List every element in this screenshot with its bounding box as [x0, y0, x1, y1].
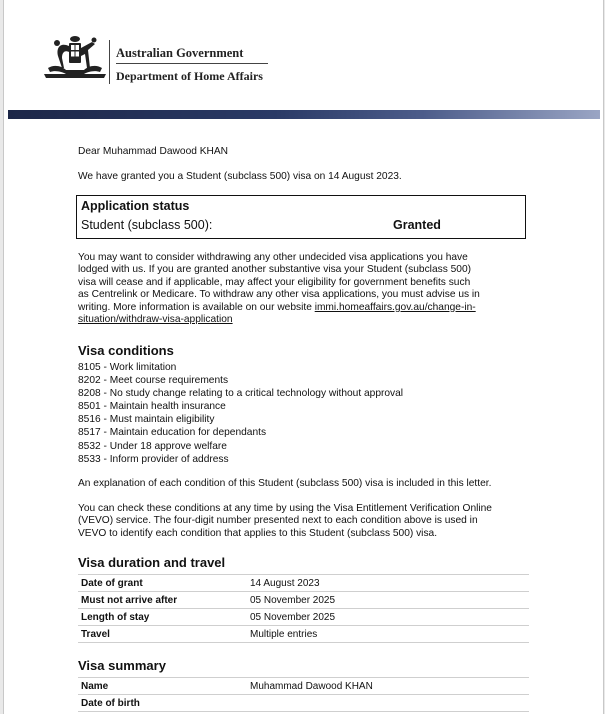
- condition-item: 8208 - No study change relating to a critical technology without approval: [78, 388, 404, 400]
- condition-item: 8533 - Inform provider of address: [78, 453, 229, 465]
- paragraph-line: as Centrelink or Medicare. To withdraw any other visa applications, you must advise us in: [78, 289, 480, 301]
- row-value: Multiple entries: [247, 626, 529, 643]
- status-value: Granted: [393, 218, 441, 232]
- visa-conditions-heading: Visa conditions: [78, 343, 174, 358]
- explanation-text: An explanation of each condition of this Student (subclass 500) visa is included in this letter.: [78, 478, 492, 489]
- condition-item: 8202 - Meet course requirements: [78, 375, 229, 387]
- paragraph-line: lodged with us. If you are granted another substantive visa your Student (subclass 500): [78, 264, 472, 276]
- visa-duration-heading: Visa duration and travel: [78, 555, 226, 570]
- row-value: [247, 695, 529, 712]
- condition-item: 8532 - Under 18 approve welfare: [78, 440, 227, 452]
- row-label: Travel: [78, 626, 247, 643]
- paragraph-line: visa will cease and if applicable, may affect your eligibility for government benefits such: [78, 276, 471, 288]
- condition-item: 8501 - Maintain health insurance: [78, 401, 226, 413]
- row-label: Date of birth: [78, 695, 247, 712]
- row-value: 05 November 2025: [247, 592, 529, 609]
- government-name: Australian Government: [116, 46, 244, 60]
- department-name: Department of Home Affairs: [116, 69, 263, 83]
- row-label: Date of grant: [78, 575, 247, 592]
- condition-item: 8517 - Maintain education for dependants: [78, 427, 267, 439]
- table-row: [78, 695, 529, 712]
- visa-summary-table: [78, 677, 529, 712]
- condition-item: 8516 - Must maintain eligibility: [78, 414, 215, 426]
- withdraw-link[interactable]: immi.homeaffairs.gov.au/change-in-: [314, 301, 476, 313]
- status-title: Application status: [81, 199, 190, 213]
- application-status-box: [76, 195, 526, 239]
- coat-of-arms-logo: [40, 34, 110, 82]
- paragraph-line: VEVO to identify each condition that applies to this Student (subclass 500) visa.: [78, 527, 438, 539]
- status-label: Student (subclass 500):: [81, 218, 213, 232]
- vevo-paragraph: [78, 503, 533, 540]
- table-row: [78, 575, 529, 592]
- table-row: [78, 609, 529, 626]
- paragraph-line: (VEVO) service. The four-digit number presented next to each condition above is used in: [78, 515, 478, 527]
- row-label: Length of stay: [78, 609, 247, 626]
- salutation: Dear Muhammad Dawood KHAN: [78, 146, 229, 157]
- row-value: 05 November 2025: [247, 609, 529, 626]
- grant-intro: We have granted you a Student (subclass 500) visa on 14 August 2023.: [78, 171, 402, 182]
- header-band: [8, 110, 600, 119]
- withdraw-paragraph: [78, 252, 533, 326]
- condition-item: 8105 - Work limitation: [78, 362, 177, 373]
- table-row: [78, 626, 529, 643]
- row-label: Must not arrive after: [78, 592, 247, 609]
- row-value: Muhammad Dawood KHAN: [247, 678, 529, 695]
- withdraw-link-continued[interactable]: situation/withdraw-visa-application: [78, 314, 233, 326]
- paragraph-line: [78, 302, 533, 314]
- paragraph-line: You may want to consider withdrawing any other undecided visa applications you have: [78, 252, 468, 263]
- visa-duration-table: [78, 574, 529, 643]
- paragraph-text: writing. More information is available on our website: [78, 301, 315, 313]
- conditions-list: [78, 361, 403, 466]
- header-rule: [116, 63, 268, 64]
- table-row: [78, 678, 529, 695]
- paragraph-line: You can check these conditions at any time by using the Visa Entitlement Verification Online: [78, 503, 492, 514]
- header-divider: [109, 40, 110, 84]
- row-value: 14 August 2023: [247, 575, 529, 592]
- visa-summary-heading: Visa summary: [78, 658, 166, 673]
- row-label: Name: [78, 678, 247, 695]
- letter-page: [3, 0, 604, 714]
- table-row: [78, 592, 529, 609]
- letter-header: [4, 0, 603, 110]
